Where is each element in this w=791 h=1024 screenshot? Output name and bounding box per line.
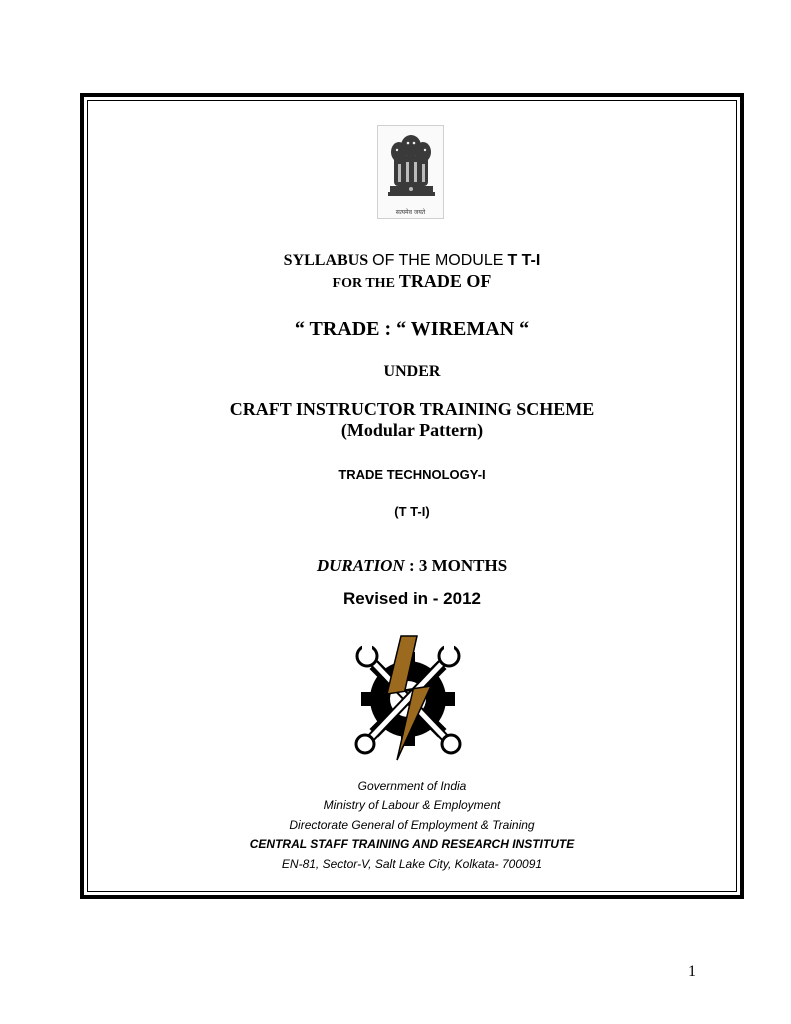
under-label: UNDER <box>383 363 441 380</box>
emblem-motto: सत्यमेव जयते <box>395 209 426 216</box>
title-syllabus: SYLLABUS <box>283 252 369 269</box>
footer-institute: CENTRAL STAFF TRAINING AND RESEARCH INSTITUTE <box>249 837 575 851</box>
duration-label: DURATION <box>316 556 405 575</box>
footer-address: EN-81, Sector-V, Salt Lake City, Kolkata- 700091 <box>281 857 543 871</box>
scheme-pattern: (Modular Pattern) <box>340 420 484 440</box>
duration-separator: : <box>408 556 415 575</box>
trade-name: “ TRADE : “ WIREMAN “ <box>294 318 530 340</box>
title-trade-of: TRADE OF <box>398 271 492 291</box>
national-emblem <box>377 125 444 219</box>
scheme-name: CRAFT INSTRUCTOR TRAINING SCHEME <box>229 399 595 419</box>
lion-capital-icon <box>384 130 439 208</box>
footer-government: Government of India <box>357 779 467 793</box>
duration-value: 3 MONTHS <box>418 556 508 575</box>
subject-title: TRADE TECHNOLOGY-I <box>338 467 486 482</box>
duration-line <box>80 556 744 576</box>
subject-code: (T T-I) <box>394 504 430 519</box>
page-number: 1 <box>688 963 696 980</box>
institute-logo <box>347 634 469 762</box>
title-of-the-module: OF THE MODULE <box>372 252 504 269</box>
footer-directorate: Directorate General of Employment & Training <box>289 818 535 832</box>
footer-ministry: Ministry of Labour & Employment <box>323 798 501 812</box>
title-line-1 <box>80 252 744 270</box>
title-module-code: T T-I <box>507 252 541 269</box>
revised-year: Revised in - 2012 <box>343 589 481 608</box>
title-for-the: FOR THE <box>332 276 395 291</box>
title-line-2 <box>80 271 744 292</box>
